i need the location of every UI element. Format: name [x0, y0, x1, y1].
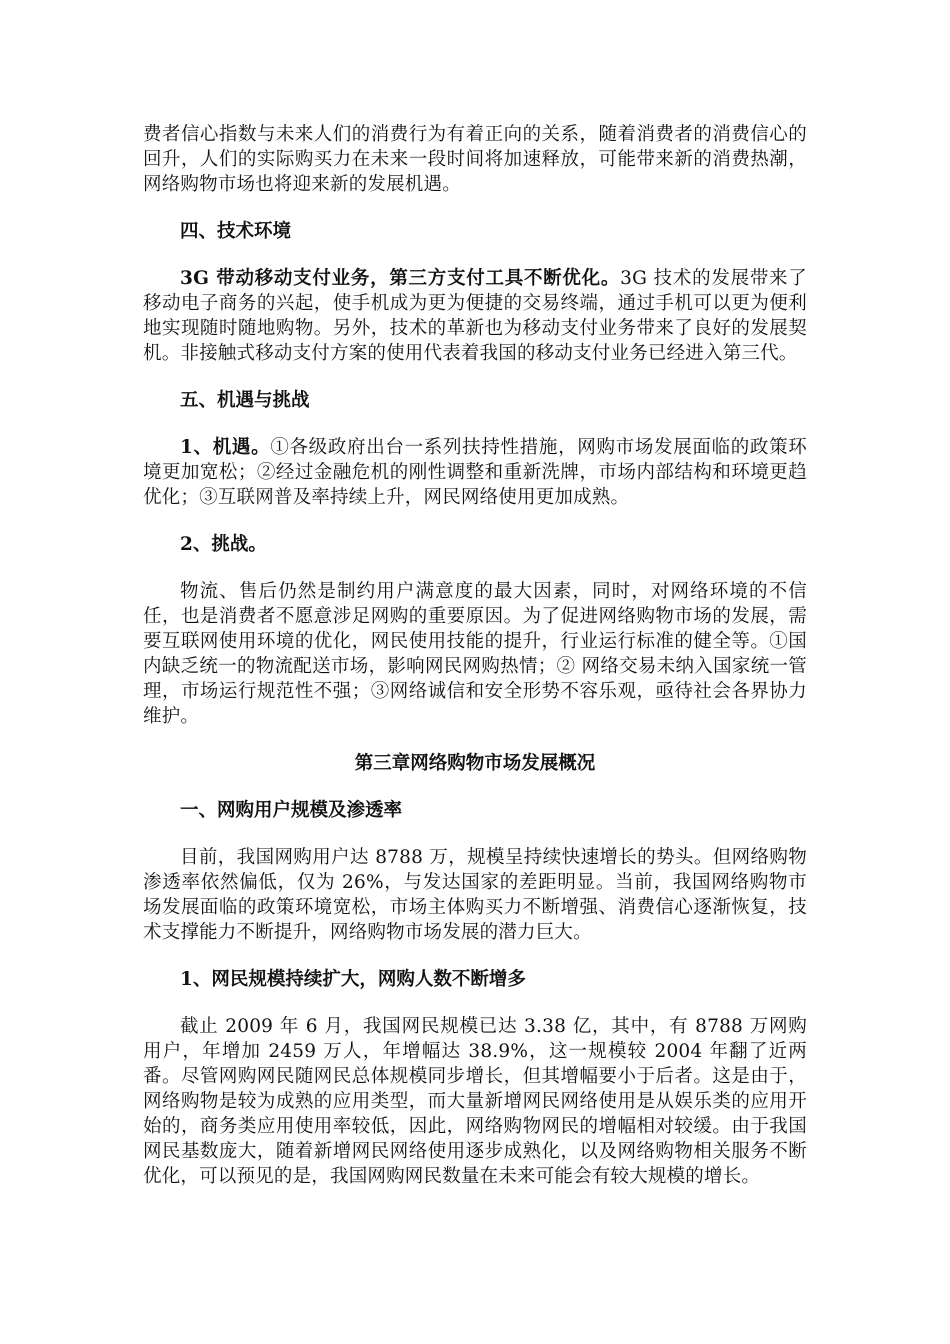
paragraph-tech — [143, 266, 807, 366]
heading-netizen-growth: 1、网民规模持续扩大，网购人数不断增多 — [180, 969, 526, 990]
tech-lead-sentence: 3G 带动移动支付业务，第三方支付工具不断优化。 — [180, 268, 621, 289]
paragraph-challenges: 物流、售后仍然是制约用户满意度的最大因素，同时，对网络环境的不信任，也是消费者不愿意涉足网购的重要原因。为了促进网络购物市场的发展，需要互联网使用环境的优化，网民使用技能的提升，行业运行标准的健全等。①国内缺乏统一的物流配送市场，影响网民网购热情；② 网络交易未纳入国家统一管理，市场运行规范性不强；③网络诚信和安全形势不容乐观，亟待社会各界协力维护。 — [143, 581, 807, 727]
tech-body-text: 3G 技术的发展带来了移动电子商务的兴起，使手机成为更为便捷的交易终端，通过手机可以更为便利地实现随时随地购物。另外，技术的革新也为移动支付业务带来了良好的发展契机。非接触式移动支付方案的使用代表着我国的移动支付业务已经进入第三代。 — [143, 268, 807, 364]
heading-tech-environment: 四、技术环境 — [180, 221, 292, 242]
chapter-title: 第三章网络购物市场发展概况 — [354, 753, 596, 774]
opportunity-body: ①各级政府出台一系列扶持性措施，网购市场发展面临的政策环境更加宽松；②经过金融危机的刚性调整和重新洗牌，市场内部结构和环境更趋优化；③互联网普及率持续上升，网民网络使用更加成熟。 — [143, 437, 808, 508]
paragraph-consumer-confidence: 费者信心指数与未来人们的消费行为有着正向的关系，随着消费者的消费信心的回升，人们的实际购买力在未来一段时间将加速释放，可能带来新的消费热潮，网络购物市场也将迎来新的发展机遇。 — [143, 124, 807, 195]
paragraph-opportunities — [143, 435, 807, 510]
heading-challenges: 2、挑战。 — [180, 534, 267, 555]
paragraph-user-scale: 目前，我国网购用户达 8788 万，规模呈持续快速增长的势头。但网络购物渗透率依然偏低，仅为 26%，与发达国家的差距明显。当前，我国网络购物市场发展面临的政策环境宽松，市场主体购买力不断增强、消费信心逐渐恢复，技术支撑能力不断提升，网络购物市场发展的潜力巨大。 — [143, 847, 807, 943]
paragraph-netizen-growth: 截止 2009 年 6 月，我国网民规模已达 3.38 亿，其中，有 8788 万网购用户，年增加 2459 万人，年增幅达 38.9%，这一规模较 2004 年翻了近两番。尽管网购网民随网民总体规模同步增长，但其增幅要小于后者。这是由于，网络购物是较为成熟的应用类型，而大量新增网民网络使用是从娱乐类的应用开始的，商务类应用使用率较低，因此，网络购物网民的增幅相对较缓。由于我国网民基数庞大，随着新增网民网络使用逐步成熟化，以及网络购物相关服务不断优化，可以预见的是，我国网购网民数量在未来可能会有较大规模的增长。 — [143, 1016, 807, 1187]
heading-user-scale: 一、网购用户规模及渗透率 — [180, 800, 403, 821]
heading-opportunities-challenges: 五、机遇与挑战 — [180, 390, 310, 411]
document-page — [143, 122, 807, 1189]
opportunity-lead: 1、机遇。 — [180, 437, 271, 458]
